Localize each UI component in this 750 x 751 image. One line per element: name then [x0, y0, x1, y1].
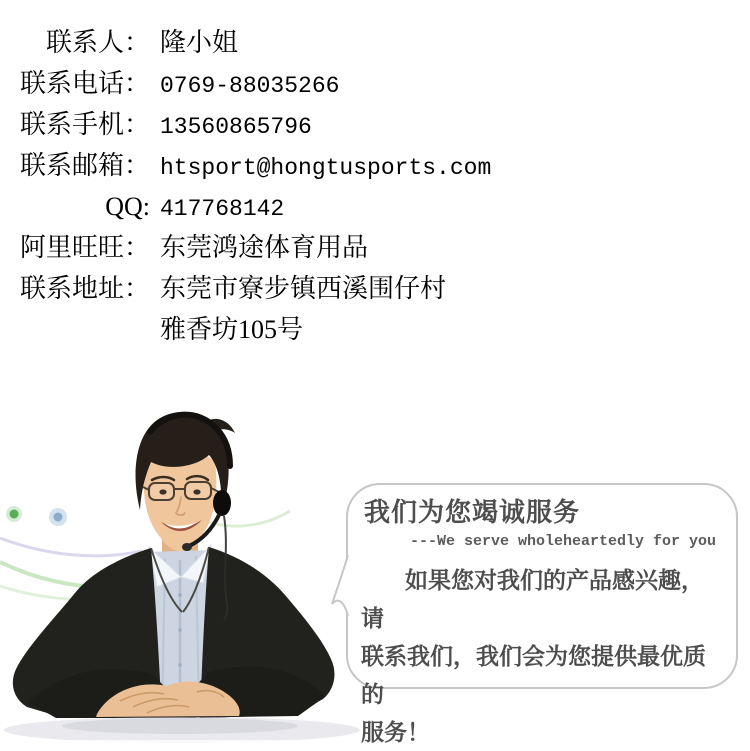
contact-row-person: [0, 22, 750, 63]
speech-bubble-tail: [332, 554, 349, 620]
contact-label: 阿里旺旺：: [19, 233, 150, 262]
bubble-subtitle: ---We serve wholeheartedly for you: [409, 533, 716, 550]
contact-row-address: [0, 268, 750, 309]
service-agent-illustration: [0, 400, 360, 750]
contact-label: 联系电话：: [19, 69, 150, 98]
bubble-body-line: 联系我们，我们会为您提供最优质的: [361, 643, 706, 707]
contact-value: 13560865796: [160, 114, 312, 140]
agent-body: [13, 520, 335, 718]
contact-value: 0769-88035266: [160, 73, 340, 99]
bubble-body-line: 服务！: [361, 719, 430, 745]
contact-row-email: [0, 145, 750, 186]
contact-label: 联系邮箱：: [19, 151, 150, 180]
bubble-body-line: 如果您对我们的产品感兴趣，请: [361, 567, 704, 631]
contact-label: QQ:: [105, 192, 150, 221]
contact-value: 隆小姐: [160, 28, 239, 57]
contact-row-phone: [0, 63, 750, 104]
contact-value: htsport@hongtusports.com: [160, 155, 492, 181]
contact-value: 东莞市寮步镇西溪围仔村: [160, 274, 447, 303]
contact-value: 417768142: [160, 196, 285, 222]
contact-row-mobile: [0, 104, 750, 145]
contact-row-address-line2: [0, 309, 750, 350]
contact-value: 东莞鸿途体育用品: [160, 233, 369, 262]
contact-label: 联系人：: [45, 28, 150, 57]
contact-info-block: [0, 22, 750, 350]
service-scene: [0, 400, 750, 750]
contact-value: 雅香坊105号: [160, 315, 304, 344]
contact-label: 联系手机：: [19, 110, 150, 139]
bubble-body: [361, 561, 721, 751]
contact-row-qq: [0, 186, 750, 227]
speech-bubble: [346, 483, 738, 745]
bubble-title: 我们为您竭诚服务: [364, 497, 581, 527]
desk: [0, 717, 360, 750]
contact-row-wangwang: [0, 227, 750, 268]
contact-label: 联系地址：: [19, 274, 150, 303]
